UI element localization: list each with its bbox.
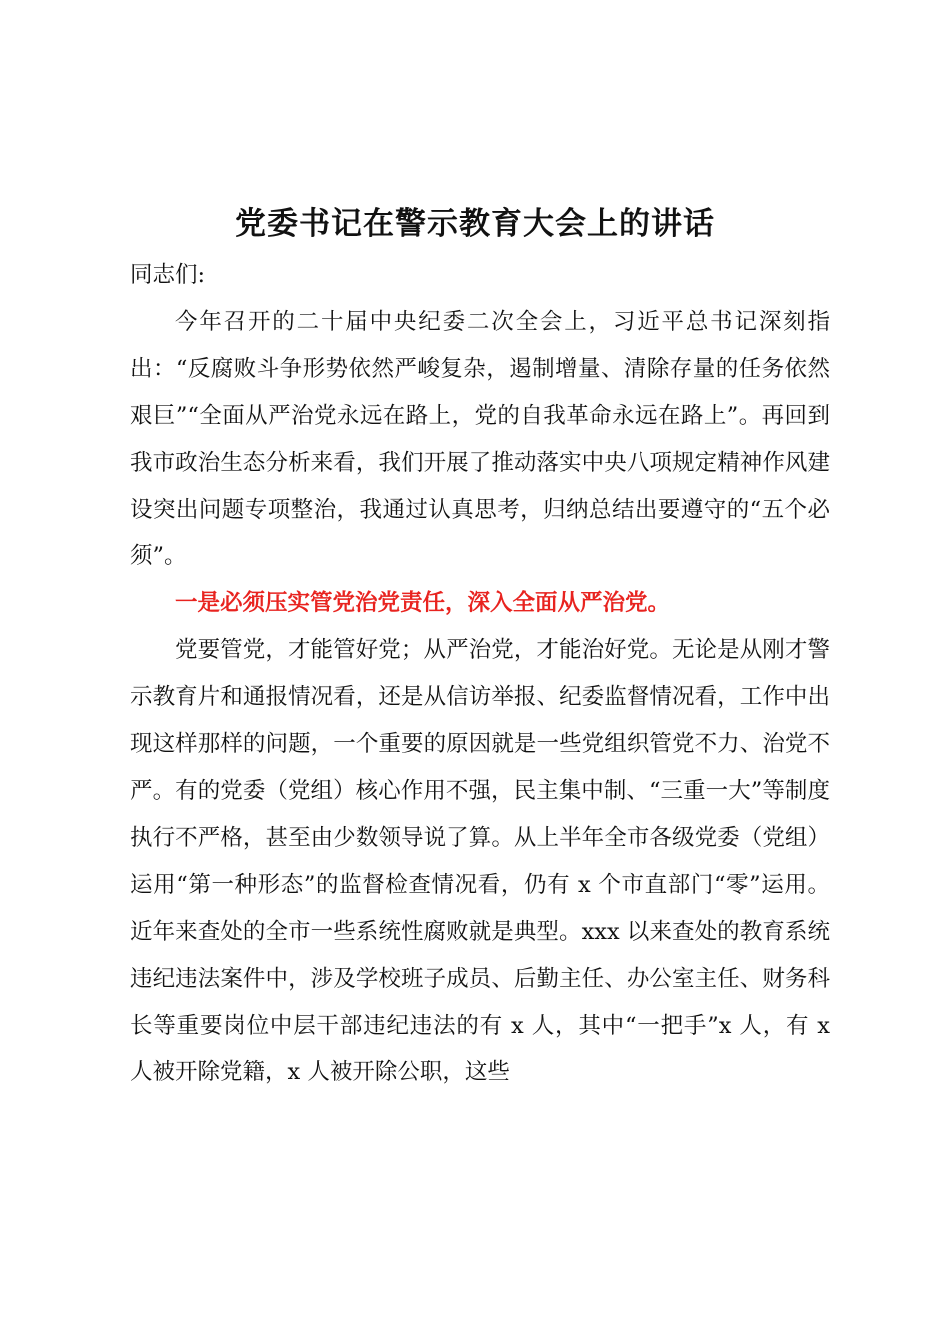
section-heading-1: 一是必须压实管党治党责任，深入全面从严治党。 <box>175 590 671 617</box>
salutation: 同志们: <box>130 262 206 288</box>
document-title: 党委书记在警示教育大会上的讲话 <box>235 206 715 242</box>
document-body <box>130 252 830 1096</box>
section-body-1: 党要管党，才能管好党；从严治党，才能治好党。无论是从刚才警示教育片和通报情况看，还是从信访举报、纪委监督情况看，工作中出现这样那样的问题，一个重要的原因就是一些党组织管党不力、治党不严。有的党委（党组）核心作用不强，民主集中制、“三重一大”等制度执行不严格，甚至由少数领导说了算。从上半年全市各级党委（党组）运用“第一种形态”的监督检查情况看，仍有 x 个市直部门“零”运用。近年来查处的全市一些系统性腐败就是典型。xxx 以来查处的教育系统违纪违法案件中，涉及学校班子成员、后勤主任、办公室主任、财务科长等重要岗位中层干部违纪违法的有 x 人，其中“一把手”x 人，有 x 人被开除党籍，x 人被开除公职，这些 <box>130 637 830 1086</box>
intro-paragraph: 今年召开的二十届中央纪委二次全会上，习近平总书记深刻指出：“反腐败斗争形势依然严峻复杂，遏制增量、清除存量的任务依然艰巨”“全面从严治党永远在路上，党的自我革命永远在路上”。再回到我市政治生态分析来看，我们开展了推动落实中央八项规定精神作风建设突出问题专项整治，我通过认真思考，归纳总结出要遵守的“五个必须”。 <box>130 308 830 570</box>
